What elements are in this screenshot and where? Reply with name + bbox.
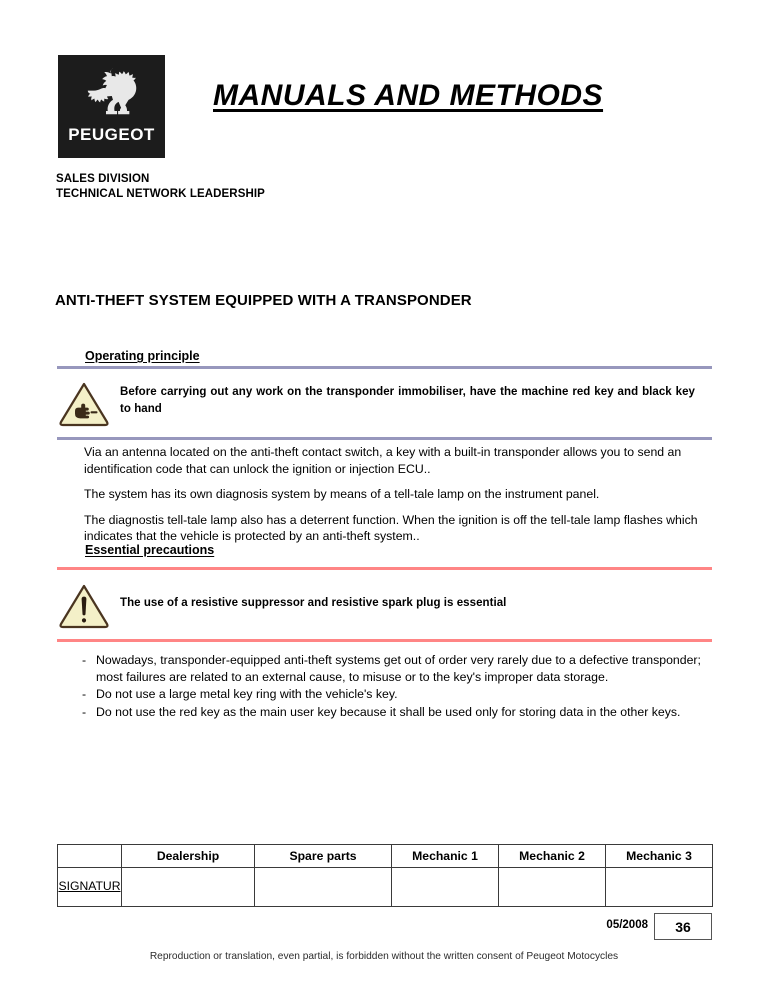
document-header bbox=[58, 55, 718, 165]
table-header-cell-blank bbox=[58, 845, 122, 868]
divider-lavender-top bbox=[57, 366, 712, 369]
peugeot-lion-icon bbox=[81, 63, 143, 125]
divider-lavender-bottom bbox=[57, 437, 712, 440]
footer-date: 05/2008 bbox=[606, 919, 648, 931]
table-header-row bbox=[58, 845, 713, 868]
divider-pink-top bbox=[57, 567, 712, 570]
list-bullet-marker: - bbox=[82, 704, 87, 719]
table-header-cell-dealership: Dealership bbox=[122, 845, 255, 868]
subheading-operating-principle: Operating principle bbox=[85, 349, 200, 363]
signature-label-text: SIGNATUR bbox=[58, 879, 121, 894]
table-header-cell-mechanic-3: Mechanic 3 bbox=[606, 845, 713, 868]
exclamation-warning-icon bbox=[58, 582, 110, 629]
warning-text-suppressor: The use of a resistive suppressor and resistive spark plug is essential bbox=[120, 597, 507, 609]
divider-pink-bottom bbox=[57, 639, 712, 642]
list-item bbox=[82, 652, 717, 685]
list-item bbox=[82, 686, 717, 703]
subheading-essential-precautions: Essential precautions bbox=[85, 543, 215, 557]
list-item bbox=[82, 704, 717, 721]
warning-box-keys bbox=[58, 380, 713, 427]
paragraph-1: Via an antenna located on the anti-theft contact switch, a key with a built-in transponder allows you to send an identification code that can unlock the ignition or injection ECU.. bbox=[84, 445, 682, 476]
signature-cell-dealership[interactable] bbox=[122, 868, 255, 907]
signature-table bbox=[57, 844, 713, 907]
table-header-cell-mechanic-2: Mechanic 2 bbox=[499, 845, 606, 868]
signature-cell-mechanic-3[interactable] bbox=[606, 868, 713, 907]
warning-box-suppressor bbox=[58, 582, 713, 629]
operating-principle-body bbox=[84, 444, 716, 554]
peugeot-wordmark: PEUGEOT bbox=[68, 125, 155, 144]
paragraph-3: The diagnostis tell-tale lamp also has a deterrent function. When the ignition is off the tell-tale lamp flashes which indicates that the vehicle is protected by an anti-theft system.. bbox=[84, 512, 698, 544]
list-item-text: Do not use a large metal key ring with the vehicle's key. bbox=[96, 687, 398, 702]
table-header-cell-mechanic-1: Mechanic 1 bbox=[392, 845, 499, 868]
paragraph-2: The system has its own diagnosis system by means of a tell-tale lamp on the instrument panel. bbox=[84, 487, 600, 502]
department-block bbox=[56, 172, 265, 201]
page-title: MANUALS AND METHODS bbox=[213, 79, 604, 112]
hand-pointing-warning-icon bbox=[58, 380, 110, 427]
table-row-label-signature bbox=[58, 868, 122, 907]
signature-cell-spare-parts[interactable] bbox=[255, 868, 392, 907]
table-header-cell-spare-parts: Spare parts bbox=[255, 845, 392, 868]
department-line-2: TECHNICAL NETWORK LEADERSHIP bbox=[56, 187, 265, 200]
list-bullet-marker: - bbox=[82, 687, 87, 702]
page-number-value: 36 bbox=[675, 918, 691, 935]
peugeot-logo bbox=[58, 55, 165, 158]
footer-copyright: Reproduction or translation, even partial, is forbidden without the written consent of Peugeot Motocycles bbox=[149, 951, 619, 962]
department-line-1: SALES DIVISION bbox=[56, 173, 150, 185]
page-number-box bbox=[654, 913, 712, 940]
list-item-text: Nowadays, transponder-equipped anti-theft systems get out of order very rarely due to a defective transponder; most failures are related to an external cause, to misuse or to the key's improper data storage. bbox=[96, 653, 701, 684]
list-bullet-marker: - bbox=[82, 653, 87, 667]
section-heading: ANTI-THEFT SYSTEM EQUIPPED WITH A TRANSPONDER bbox=[55, 292, 472, 309]
precautions-list bbox=[82, 652, 717, 721]
warning-text-keys: Before carrying out any work on the transponder immobiliser, have the machine red key and black key to hand bbox=[120, 386, 695, 415]
list-item-text: Do not use the red key as the main user key because it shall be used only for storing data in the other keys. bbox=[96, 704, 681, 719]
table-row bbox=[58, 868, 713, 907]
signature-cell-mechanic-2[interactable] bbox=[499, 868, 606, 907]
signature-cell-mechanic-1[interactable] bbox=[392, 868, 499, 907]
